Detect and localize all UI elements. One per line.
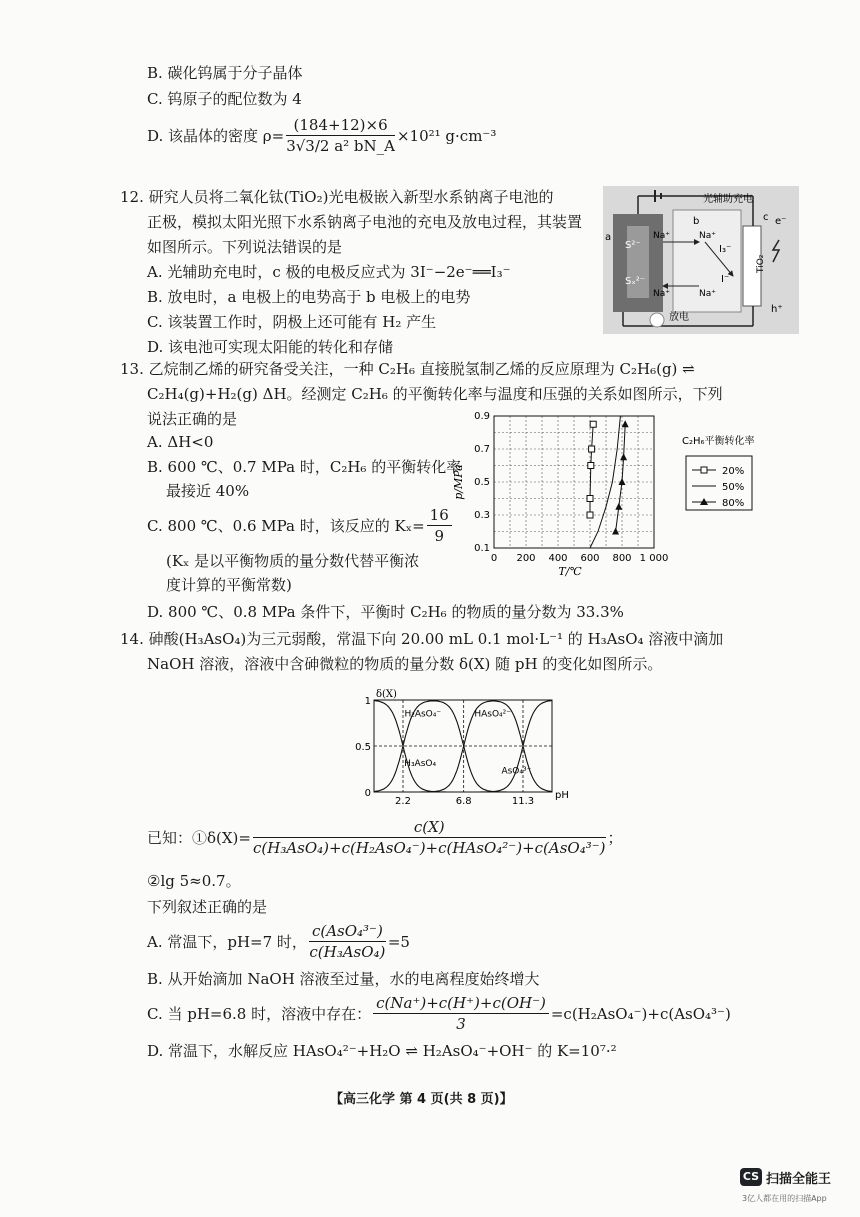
q12-stem-2: 正极，模拟太阳光照下水系钠离子电池的充电及放电过程，其装置 [147,213,583,231]
q13-stem-2: C₂H₄(g)+H₂(g) ΔH。经测定 C₂H₆ 的平衡转化率与温度和压强的关系如图所示，下列 [147,385,723,403]
y-tick-label: 0 [364,788,371,799]
legend-label: 80% [722,498,745,509]
label-na-1: Na⁺ [653,231,670,241]
x-tick-label: 800 [612,553,632,564]
q14-known-denominator: c(H₃AsO₄)+c(H₂AsO₄⁻)+c(HAsO₄²⁻)+c(AsO₄³⁻) [252,839,606,857]
y-tick-label: 0.9 [474,411,490,422]
q13-option-c [147,506,454,545]
label-c: c [763,212,769,223]
y-axis-label: p/MPa [452,464,465,500]
species-label: H₃AsO₄ [404,759,437,770]
q13-option-b-1: B. 600 ℃、0.7 MPa 时，C₂H₆ 的平衡转化率 [147,458,462,476]
q12-option-a: A. 光辅助充电时，c 极的电极反应式为 3I⁻−2e⁻══I₃⁻ [147,263,511,281]
x-tick-label: 6.8 [455,796,472,807]
label-electron: e⁻ [775,216,787,227]
q11-d-suffix: ×10²¹ g·cm⁻³ [396,126,497,145]
q14-known-fraction [253,818,606,857]
y-tick-label: 0.5 [474,477,490,488]
q13-stem-1: 13. 乙烷制乙烯的研究备受关注，一种 C₂H₆ 直接脱氢制乙烯的反应原理为 C₂H₆(g) ⇌ [120,360,695,378]
q12-option-d: D. 该电池可实现太阳能的转化和存储 [147,338,394,356]
q11-option-b: B. 碳化钨属于分子晶体 [147,64,303,82]
q11-d-numerator: (184+12)×6 [286,116,395,136]
q14-stem-2: NaOH 溶液，溶液中含砷微粒的物质的量分数 δ(X) 随 pH 的变化如图所示。 [147,655,663,673]
label-light-charge: 光辅助充电 [703,194,753,205]
x-tick-label: 600 [580,553,600,564]
y-tick-label: 0.3 [474,510,490,521]
x-tick-label: 11.3 [511,796,535,807]
q14-known-2: ②lg 5≈0.7。 [147,872,241,890]
x-tick-label: 400 [548,553,568,564]
y-axis-label: δ(X) [376,689,397,700]
q14-a-prefix: A. 常温下，pH=7 时， [147,933,307,951]
marker-square [588,463,594,469]
q14-known-prefix: 已知：①δ(X)= [147,829,251,847]
q14-c-prefix: C. 当 pH=6.8 时，溶液中存在： [147,1005,372,1023]
q12-stem-3: 如图所示。下列说法错误的是 [147,238,343,256]
x-tick-label: 200 [516,553,536,564]
label-s2: S²⁻ [625,240,641,251]
q14-known-1 [147,818,623,857]
q13-stem-3: 说法正确的是 [147,410,238,428]
label-i3: I₃⁻ [719,244,732,255]
q12-stem-1: 12. 研究人员将二氧化钛(TiO₂)光电极嵌入新型水系钠离子电池的 [120,188,554,206]
q13-c-note-2: 度计算的平衡常数) [166,576,292,594]
q14-stem-1: 14. 砷酸(H₃AsO₄)为三元弱酸，常温下向 20.00 mL 0.1 mol·L⁻¹ 的 H₃AsO₄ 溶液中滴加 [120,630,724,648]
legend-label: 20% [722,466,745,477]
y-tick-label: 0.1 [474,543,490,554]
camscanner-title: 扫描全能王 [766,1172,832,1187]
y-tick-label: 0.5 [355,742,371,753]
q11-d-fraction [286,116,395,155]
camscanner-subtitle: 3亿人都在用的扫描App [742,1194,827,1203]
q14-question: 下列叙述正确的是 [147,898,268,916]
q14-a-fraction [309,922,386,961]
label-sx: Sₓ²⁻ [625,276,646,287]
q13-c-denominator: 9 [434,527,444,545]
speciation-chart [350,686,580,810]
marker-triangle [615,503,622,510]
species-label: AsO₄³⁻ [501,766,532,777]
q13-c-prefix: C. 800 ℃、0.6 MPa 时，该反应的 Kₓ= [147,517,425,535]
legend-title: C₂H₆平衡转化率 [682,436,755,447]
y-tick-label: 0.7 [474,444,490,455]
y-tick-label: 1 [364,696,371,707]
label-i: I⁻ [721,274,730,285]
q11-d-prefix: D. 该晶体的密度 ρ= [147,127,285,145]
q14-c-suffix: =c(H₂AsO₄⁻)+c(AsO₄³⁻) [550,1004,731,1023]
marker-square [587,496,593,502]
label-a: a [605,232,612,243]
legend-label: 50% [722,482,745,493]
page-footer: 【高三化学 第 4 页(共 8 页)】 [330,1092,513,1107]
marker-square [589,446,595,452]
battery-diagram [603,186,799,334]
label-na-4: Na⁺ [699,289,716,299]
marker-triangle [620,453,627,460]
x-tick-label: 1 000 [639,553,669,564]
q14-known-suffix: ； [607,829,623,847]
q13-c-numerator: 16 [427,506,452,526]
x-axis-label: T/℃ [558,565,582,578]
q11-d-denominator: 3√3/2 a² bN_A [286,137,395,155]
q11-option-d [147,116,496,155]
q14-a-denominator: c(H₃AsO₄) [309,943,386,961]
label-tio2: TiO₂ [756,254,766,273]
marker-square [587,512,593,518]
q13-option-b-2: 最接近 40% [166,482,250,500]
label-discharge: 放电 [669,312,689,323]
q14-option-b: B. 从开始滴加 NaOH 溶液至过量，水的电离程度始终增大 [147,970,540,988]
q14-known-numerator: c(X) [253,818,606,838]
q12-option-b: B. 放电时，a 电极上的电势高于 b 电极上的电势 [147,288,471,306]
species-curve-2 [374,701,552,792]
q14-option-a [147,922,410,961]
q14-c-denominator: 3 [456,1015,466,1033]
label-na-3: Na⁺ [653,289,670,299]
q14-c-fraction [373,994,549,1033]
q14-option-c [147,994,731,1033]
x-tick-label: 0 [490,553,498,564]
label-na-2: Na⁺ [699,231,716,241]
conversion-chart [448,408,788,590]
label-b: b [693,216,700,227]
q14-a-suffix: =5 [387,932,410,951]
series-line-80% [616,424,626,531]
label-hole: h⁺ [771,304,783,315]
species-label: HAsO₄²⁻ [474,709,512,720]
q13-option-d: D. 800 ℃、0.8 MPa 条件下，平衡时 C₂H₆ 的物质的量分数为 33.3% [147,603,624,621]
q13-c-note-1: (Kₓ 是以平衡物质的量分数代替平衡浓 [166,552,420,570]
legend-marker-square [701,467,707,473]
q13-option-a: A. ΔH<0 [147,433,214,451]
q14-a-numerator: c(AsO₄³⁻) [309,922,386,942]
species-curve-1 [374,701,552,792]
marker-triangle [622,420,629,427]
marker-square [590,421,596,427]
marker-triangle [619,478,626,485]
q14-option-d: D. 常温下，水解反应 HAsO₄²⁻+H₂O ⇌ H₂AsO₄⁻+OH⁻ 的 K=10⁷·² [147,1042,617,1060]
camscanner-logo: CS [740,1168,762,1186]
q12-option-c: C. 该装置工作时，阴极上还可能有 H₂ 产生 [147,313,437,331]
x-axis-label: pH [555,790,569,801]
q14-c-numerator: c(Na⁺)+c(H⁺)+c(OH⁻) [373,994,549,1014]
species-label: H₂AsO₄⁻ [404,709,442,720]
marker-triangle [612,528,619,535]
q11-option-c: C. 钨原子的配位数为 4 [147,90,302,108]
x-tick-label: 2.2 [395,796,411,807]
